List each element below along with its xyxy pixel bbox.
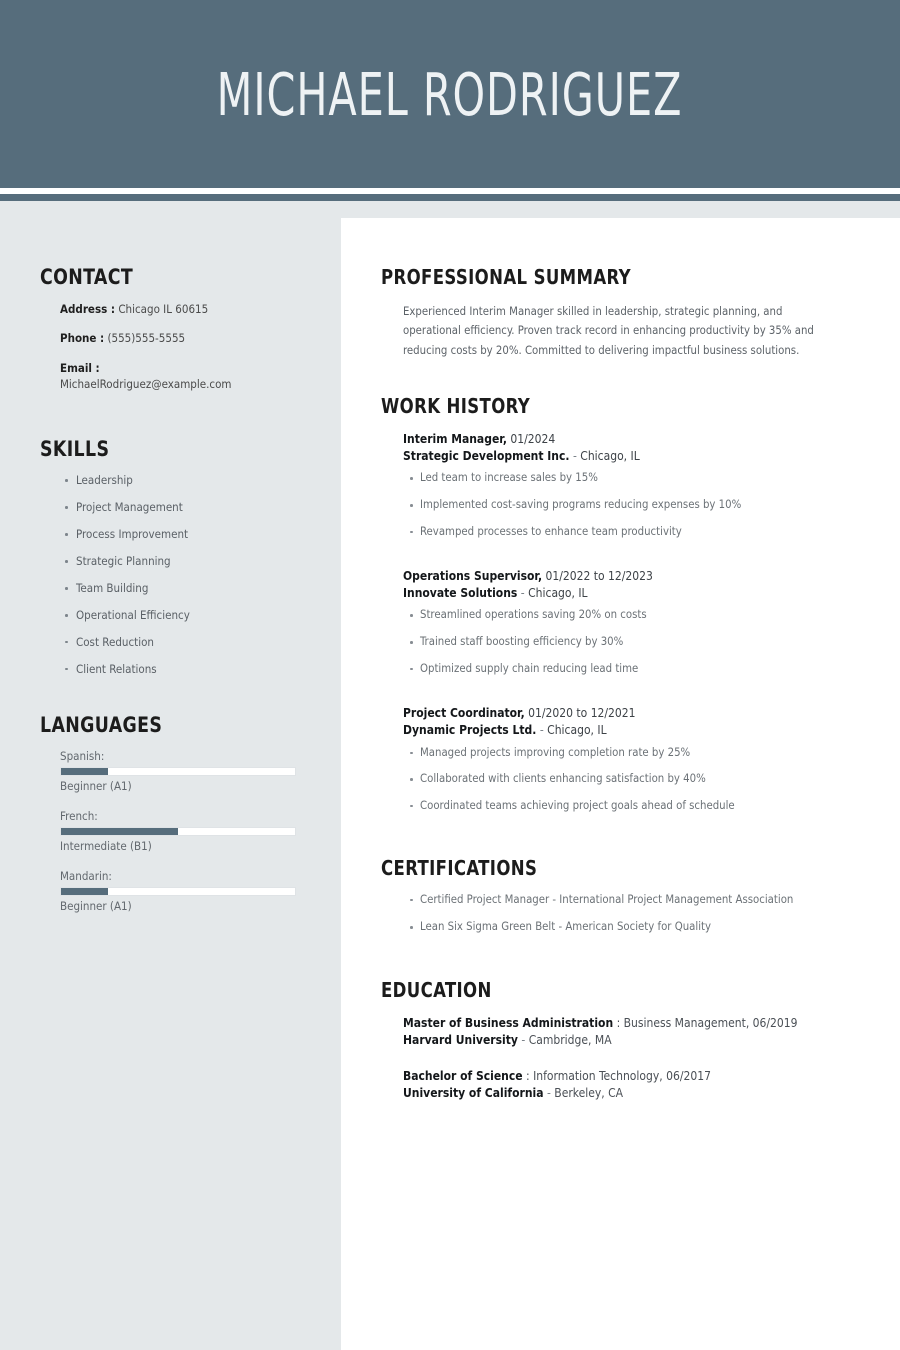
job-company: Innovate Solutions bbox=[403, 585, 518, 600]
language-proficiency-bar bbox=[60, 887, 296, 896]
spacer bbox=[40, 405, 311, 437]
education-field: : Information Technology, 06/2017 bbox=[526, 1069, 711, 1083]
list-item: Trained staff boosting efficiency by 30% bbox=[420, 635, 856, 650]
spacer bbox=[381, 360, 856, 394]
job-bullet-list bbox=[403, 471, 856, 539]
job-company: Strategic Development Inc. bbox=[403, 448, 570, 463]
education-school-line bbox=[403, 1032, 856, 1049]
professional-summary-text: Experienced Interim Manager skilled in leadership, strategic planning, and operational efficiency. Proven track record in enhancing productivity by 35% and reducing costs by 20%. Committed to delivering impactful business solutions. bbox=[403, 305, 814, 357]
sidebar bbox=[0, 201, 341, 1350]
list-item: Revamped processes to enhance team productivity bbox=[420, 525, 856, 540]
job-bullet-list bbox=[403, 608, 856, 676]
contact-label-address: Address : bbox=[60, 302, 116, 316]
language-proficiency-fill bbox=[61, 888, 108, 895]
education-school: University of California bbox=[403, 1086, 544, 1101]
education-location: Cambridge, MA bbox=[528, 1032, 612, 1047]
job-company-line bbox=[403, 722, 856, 739]
contact-item-address bbox=[60, 301, 311, 317]
job-title-line bbox=[403, 431, 856, 448]
spacer bbox=[381, 1049, 856, 1068]
education-degree-line bbox=[403, 1015, 856, 1032]
language-item-spanish bbox=[60, 749, 311, 793]
language-proficiency-bar bbox=[60, 827, 296, 836]
work-entry-2 bbox=[403, 568, 856, 676]
list-item: Coordinated teams achieving project goals ahead of schedule bbox=[420, 799, 856, 814]
list-item: Leadership bbox=[76, 473, 311, 488]
list-item: Process Improvement bbox=[76, 527, 311, 542]
contact-item-phone bbox=[60, 330, 311, 346]
contact-value-email[interactable]: MichaelRodriguez@example.com bbox=[60, 376, 232, 391]
language-proficiency-fill bbox=[61, 768, 108, 775]
language-proficiency-bar bbox=[60, 767, 296, 776]
job-title: Operations Supervisor, bbox=[403, 569, 543, 584]
spacer bbox=[381, 826, 856, 856]
job-separator: - bbox=[572, 448, 577, 463]
list-item: Lean Six Sigma Green Belt - American Society for Quality bbox=[420, 920, 856, 935]
section-heading-languages: LANGUAGES bbox=[40, 712, 163, 737]
education-separator: - bbox=[521, 1032, 526, 1047]
language-name: French: bbox=[60, 808, 98, 823]
education-degree-line bbox=[403, 1068, 856, 1085]
list-item: Collaborated with clients enhancing satisfaction by 40% bbox=[420, 772, 856, 787]
list-item: Implemented cost-saving programs reducing expenses by 10% bbox=[420, 498, 856, 513]
job-title-line bbox=[403, 705, 856, 722]
skills-list bbox=[60, 473, 311, 677]
job-company-line bbox=[403, 585, 856, 602]
spacer bbox=[381, 551, 856, 568]
section-heading-skills: SKILLS bbox=[40, 437, 110, 462]
job-separator: - bbox=[539, 723, 544, 738]
job-company: Dynamic Projects Ltd. bbox=[403, 723, 537, 738]
job-company-line bbox=[403, 448, 856, 465]
main-column bbox=[341, 218, 900, 1350]
language-proficiency-fill bbox=[61, 828, 178, 835]
spacer bbox=[40, 689, 311, 713]
job-bullet-list bbox=[403, 746, 856, 814]
job-location: Chicago, IL bbox=[580, 448, 640, 463]
language-level: Beginner (A1) bbox=[60, 778, 132, 793]
job-title-line bbox=[403, 568, 856, 585]
section-heading-certifications: CERTIFICATIONS bbox=[381, 855, 538, 880]
contact-label-phone: Phone : bbox=[60, 331, 105, 346]
list-item: Led team to increase sales by 15% bbox=[420, 471, 856, 486]
list-item: Strategic Planning bbox=[76, 554, 311, 569]
list-item: Managed projects improving completion rate by 25% bbox=[420, 746, 856, 761]
section-heading-education: EDUCATION bbox=[381, 977, 492, 1002]
section-heading-work-history: WORK HISTORY bbox=[381, 394, 531, 419]
education-degree: Master of Business Administration bbox=[403, 1015, 614, 1030]
education-degree: Bachelor of Science bbox=[403, 1069, 523, 1083]
list-item: Operational Efficiency bbox=[76, 608, 311, 623]
job-dates: 01/2022 to 12/2023 bbox=[545, 569, 653, 584]
list-item: Team Building bbox=[76, 581, 311, 596]
languages-list bbox=[60, 749, 311, 913]
section-heading-professional-summary: PROFESSIONAL SUMMARY bbox=[381, 265, 632, 289]
education-field: : Business Management, 06/2019 bbox=[616, 1015, 798, 1030]
candidate-name: MICHAEL RODRIGUEZ bbox=[217, 59, 683, 129]
language-name: Mandarin: bbox=[60, 868, 112, 883]
education-separator: - bbox=[546, 1086, 551, 1101]
job-title: Project Coordinator, bbox=[403, 706, 525, 721]
contact-list bbox=[60, 301, 311, 392]
job-location: Chicago, IL bbox=[547, 723, 607, 738]
list-item: Client Relations bbox=[76, 662, 311, 677]
job-dates: 01/2024 bbox=[510, 432, 556, 447]
language-level: Beginner (A1) bbox=[60, 898, 132, 913]
certifications-list bbox=[403, 893, 856, 935]
education-school: Harvard University bbox=[403, 1032, 518, 1047]
work-entry-1 bbox=[403, 431, 856, 539]
education-entry-1 bbox=[403, 1015, 856, 1049]
job-title: Interim Manager, bbox=[403, 432, 507, 447]
education-location: Berkeley, CA bbox=[554, 1086, 624, 1101]
job-location: Chicago, IL bbox=[528, 585, 588, 600]
language-name: Spanish: bbox=[60, 748, 105, 763]
education-entry-2 bbox=[403, 1068, 856, 1102]
job-dates: 01/2020 to 12/2021 bbox=[528, 706, 636, 721]
section-heading-contact: CONTACT bbox=[40, 265, 134, 289]
work-entry-3 bbox=[403, 705, 856, 813]
language-level: Intermediate (B1) bbox=[60, 838, 152, 853]
list-item: Optimized supply chain reducing lead time bbox=[420, 662, 856, 677]
language-item-french bbox=[60, 809, 311, 853]
job-separator: - bbox=[520, 585, 525, 600]
language-item-mandarin bbox=[60, 869, 311, 913]
contact-item-email bbox=[60, 360, 311, 393]
list-item: Certified Project Manager - International Project Management Association bbox=[420, 893, 856, 908]
education-school-line bbox=[403, 1085, 856, 1102]
list-item: Project Management bbox=[76, 500, 311, 515]
list-item: Cost Reduction bbox=[76, 635, 311, 650]
contact-label-email: Email : bbox=[60, 360, 100, 375]
spacer bbox=[381, 688, 856, 705]
spacer bbox=[381, 948, 856, 978]
list-item: Streamlined operations saving 20% on costs bbox=[420, 608, 856, 623]
resume-header bbox=[0, 0, 900, 188]
contact-value-phone: (555)555-5555 bbox=[107, 331, 186, 346]
header-accent-rule bbox=[0, 194, 900, 201]
contact-value-address: Chicago IL 60615 bbox=[118, 302, 209, 316]
